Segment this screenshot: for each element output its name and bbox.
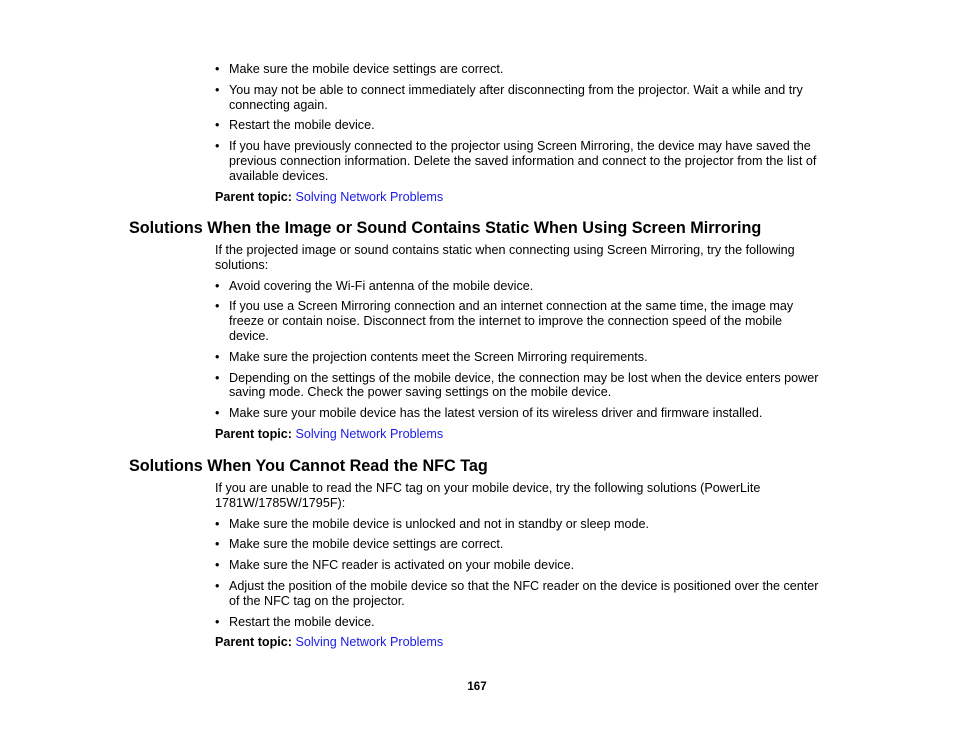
list-item: • Make sure the mobile device settings are correct. xyxy=(215,537,825,552)
parent-topic-label: Parent topic: xyxy=(215,426,292,441)
parent-topic-link[interactable]: Solving Network Problems xyxy=(295,635,444,650)
list-item: • You may not be able to connect immediately after disconnecting from the projector. Wait a while and try connecting again. xyxy=(215,83,825,113)
list-item: • Avoid covering the Wi-Fi antenna of the mobile device. xyxy=(215,279,825,294)
section-nfc-list xyxy=(215,517,825,630)
section-static-list xyxy=(215,279,825,421)
list-item: • Make sure the projection contents meet the Screen Mirroring requirements. xyxy=(215,350,825,365)
list-item: • Restart the mobile device. xyxy=(215,615,825,630)
parent-topic xyxy=(215,427,825,442)
parent-topic-label: Parent topic: xyxy=(215,189,292,204)
parent-topic-label: Parent topic: xyxy=(215,635,292,650)
parent-topic-link[interactable]: Solving Network Problems xyxy=(295,189,444,204)
list-item: • If you have previously connected to the projector using Screen Mirroring, the device may have saved the previous connection information. Delete the saved information and connect to the projector from the list of available devices. xyxy=(215,139,825,183)
section-static-intro: If the projected image or sound contains static when connecting using Screen Mirroring, try the following solutions: xyxy=(215,243,795,272)
section-nfc-body xyxy=(215,481,825,650)
section-static-body xyxy=(215,243,825,442)
parent-topic xyxy=(215,635,825,650)
list-item: • Make sure the mobile device settings are correct. xyxy=(215,62,825,77)
list-item: • Make sure the NFC reader is activated on your mobile device. xyxy=(215,558,825,573)
top-bullet-list-block xyxy=(215,62,825,204)
section-nfc-intro: If you are unable to read the NFC tag on your mobile device, try the following solutions (PowerLite 1781W/1785W/1795F): xyxy=(215,481,761,510)
list-item: • Depending on the settings of the mobile device, the connection may be lost when the device enters power saving mode. Check the power saving settings on the mobile device. xyxy=(215,371,825,401)
section-heading-nfc: Solutions When You Cannot Read the NFC Tag xyxy=(129,457,488,475)
top-bullet-list xyxy=(215,62,825,184)
page-number: 167 xyxy=(467,681,487,693)
section-heading-static: Solutions When the Image or Sound Contains Static When Using Screen Mirroring xyxy=(129,219,762,237)
list-item: • Adjust the position of the mobile device so that the NFC reader on the device is positioned over the center of the NFC tag on the projector. xyxy=(215,579,825,609)
list-item: • Make sure your mobile device has the latest version of its wireless driver and firmware installed. xyxy=(215,406,825,421)
parent-topic xyxy=(215,190,825,205)
list-item: • If you use a Screen Mirroring connection and an internet connection at the same time, the image may freeze or contain noise. Disconnect from the internet to improve the connection speed of the mobile device. xyxy=(215,299,825,343)
list-item: • Restart the mobile device. xyxy=(215,118,825,133)
parent-topic-link[interactable]: Solving Network Problems xyxy=(295,426,444,441)
list-item: • Make sure the mobile device is unlocked and not in standby or sleep mode. xyxy=(215,517,825,532)
